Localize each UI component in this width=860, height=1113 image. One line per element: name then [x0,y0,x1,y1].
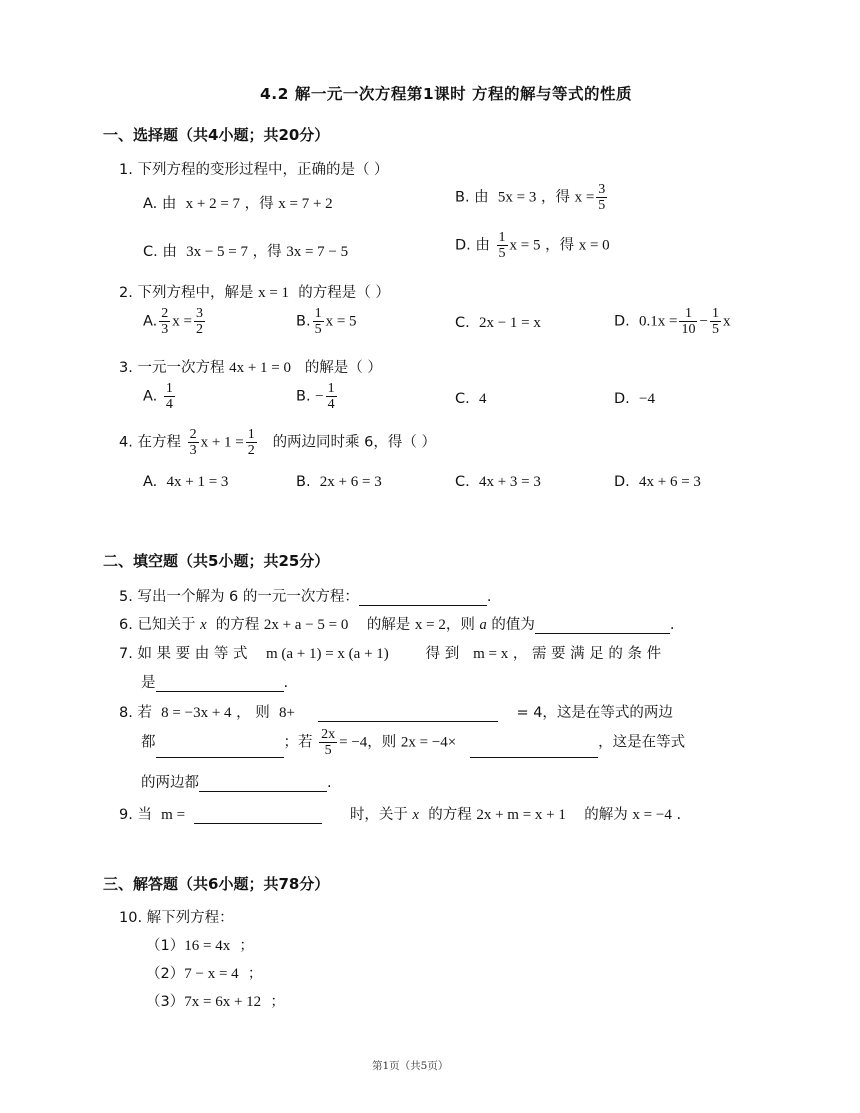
question-4-stem: 4. 在方程 $\frac{2}{3}$ x + 1 = $\frac{1}{2}$ 的两边同时乘 6，得（ ） [119,427,437,458]
question-8-line3: 的两边都 . [141,775,332,791]
q8-answer-blank-1[interactable] [318,707,498,722]
question-7-line1: 7. 如 果 要 由 等 式 m (a + 1) = x (a + 1) 得 到 m = x ， 需 要 满 足 的 条 件 [119,646,662,662]
q3-option-b: B. − $\frac{1}{4}$ [296,381,335,412]
question-9: 9. 当 m = 时，关于 x 的方程 2x + m = x + 1 的解为 x = −4 . [119,807,682,823]
question-7-line2: 是 . [141,675,289,691]
q10-part-3: （3）7x = 6x + 12 ； [146,994,285,1010]
q4-option-a: A. 4x + 1 = 3 [143,474,229,490]
q8-answer-blank-3[interactable] [470,743,598,758]
question-2-stem: 2. 下列方程中，解是 x = 1 的方程是（ ） [119,285,390,301]
q2-option-c: C. 2x − 1 = x [455,315,541,331]
section-heading-solve: 三、解答题（共6小题；共78分） [103,875,330,893]
page-title: 4.2 解一元一次方程第1课时 方程的解与等式的性质 [260,85,633,103]
q3-option-a: A. $\frac{1}{4}$ [143,381,173,412]
q8-answer-blank-2[interactable] [156,743,284,758]
q10-part-1: （1）16 = 4x ； [146,938,254,954]
question-8-line1: 8. 若 8 = −3x + 4 ， 则 8+ = 4，这是在等式的两边 [119,705,673,721]
question-6: 6. 已知关于 x 的方程 2x + a − 5 = 0 的解是 x = 2，则 a 的值为 . [119,617,675,633]
question-3-stem: 3. 一元一次方程 4x + 1 = 0 的解是（ ） [119,360,382,376]
question-8-line2: 都 ；若 $\frac{2x}{5}$ = −4，则 2x = −4× ，这是在等式 [141,727,686,758]
q2-option-a: A. $\frac{2}{3}$ x = $\frac{3}{2}$ [143,306,203,337]
q9-answer-blank[interactable] [194,809,322,824]
q4-option-d: D. 4x + 6 = 3 [614,474,701,490]
q2-option-d: D. 0.1x = $\frac{1}{10}$ − $\frac{1}{5}$ x [614,306,731,337]
q3-option-d: D. −4 [614,391,655,407]
q10-part-2: （2）7 − x = 4 ； [146,966,263,982]
q7-answer-blank[interactable] [156,677,284,692]
q1-option-d: D. 由 $\frac{1}{5}$ x = 5 ，得 x = 0 [455,230,610,261]
page-footer: 第1页（共5页） [372,1060,449,1072]
q4-option-b: B. 2x + 6 = 3 [296,474,382,490]
q2-option-b: B. $\frac{1}{5}$ x = 5 [296,306,357,337]
section-heading-choice: 一、选择题（共4小题；共20分） [103,126,330,144]
question-1-stem: 1. 下列方程的变形过程中，正确的是（ ） [119,162,389,178]
q6-answer-blank[interactable] [535,619,670,634]
section-heading-fill-in: 二、填空题（共5小题；共25分） [103,552,330,570]
q1-option-c: C. 由 3x − 5 = 7 ，得 3x = 7 − 5 [143,244,349,260]
q4-option-c: C. 4x + 3 = 3 [455,474,541,490]
q8-answer-blank-4[interactable] [199,777,327,792]
q1-option-b: B. 由 5x = 3 ，得 x = $\frac{3}{5}$ [455,182,606,213]
question-10-stem: 10. 解下列方程： [119,910,234,926]
q3-option-c: C. 4 [455,391,487,407]
q1-option-a: A. 由 x + 2 = 7 ，得 x = 7 + 2 [143,196,333,212]
q5-answer-blank[interactable] [359,591,487,606]
question-5: 5. 写出一个解为 6 的一元一次方程： . [119,589,492,605]
